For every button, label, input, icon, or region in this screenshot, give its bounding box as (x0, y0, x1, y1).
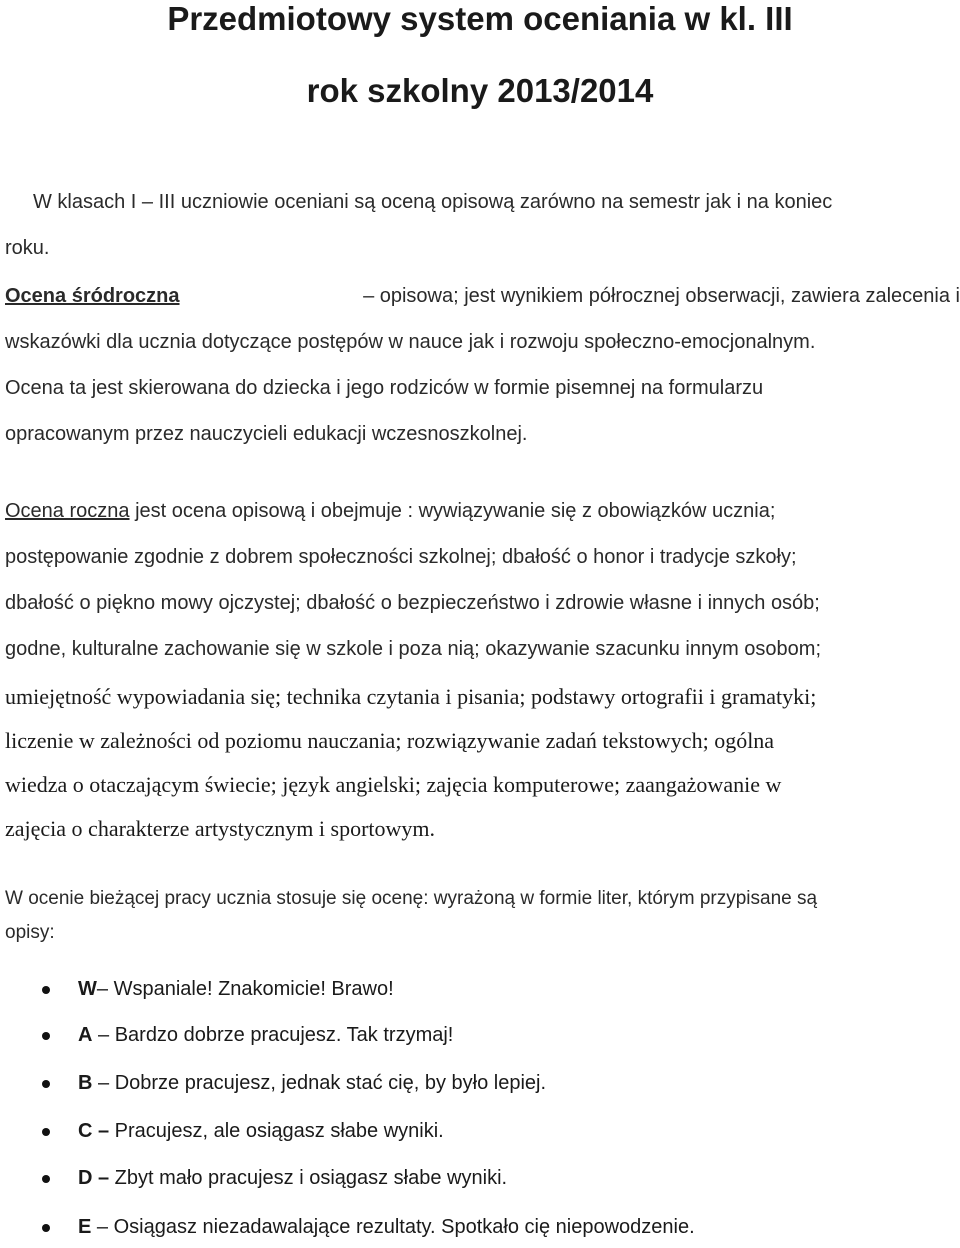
roczna-heading: Ocena roczna (5, 500, 130, 522)
intro-line-1: W klasach I – III uczniowie oceniani są oceną opisową zarówno na semestr jak i na koniec (33, 191, 833, 213)
biezaca-line-1: W ocenie bieżącej pracy ucznia stosuje się ocenę: wyrażoną w formie liter, którym przypisane są (5, 888, 818, 909)
roczna-line-1-rest: jest ocena opisową i obejmuje : wywiązywanie się z obowiązków ucznia; (135, 500, 776, 522)
grade-letter: A (78, 1024, 93, 1046)
srodroczna-heading: Ocena śródroczna (5, 285, 180, 307)
grade-letter: D – (78, 1167, 110, 1189)
grade-letter: B (78, 1072, 93, 1094)
list-item (78, 1120, 444, 1143)
roczna-line-8: zajęcia o charakterze artystycznym i sportowym. (5, 816, 436, 841)
list-item (78, 978, 394, 1001)
grade-description: Zbyt mało pracujesz i osiągasz słabe wyniki. (109, 1167, 508, 1189)
intro-line-2: roku. (5, 237, 50, 259)
page-title: Przedmiotowy system oceniania w kl. III (167, 0, 793, 37)
grade-description: – Wspaniale! Znakomicie! Brawo! (96, 978, 394, 1000)
bullet-icon (42, 1128, 50, 1136)
roczna-line-2: postępowanie zgodnie z dobrem społeczności szkolnej; dbałość o honor i tradycje szkoły; (5, 546, 797, 568)
srodroczna-line-3: Ocena ta jest skierowana do dziecka i jego rodziców w formie pisemnej na formularzu (5, 377, 764, 399)
bullet-icon (42, 1032, 50, 1040)
srodroczna-line-1-rest: – opisowa; jest wynikiem półrocznej obserwacji, zawiera zalecenia i (363, 285, 960, 307)
bullet-icon (42, 986, 50, 994)
bullet-icon (42, 1224, 50, 1232)
roczna-line-5: umiejętność wypowiadania się; technika czytania i pisania; podstawy ortografii i gramatyki; (5, 684, 817, 709)
grade-letter: E (78, 1216, 92, 1238)
page-subtitle: rok szkolny 2013/2014 (306, 72, 654, 109)
list-item (78, 1024, 453, 1047)
biezaca-line-2: opisy: (5, 922, 55, 943)
grade-description: – Bardzo dobrze pracujesz. Tak trzymaj! (92, 1024, 454, 1046)
roczna-line-3: dbałość o piękno mowy ojczystej; dbałość o bezpieczeństwo i zdrowie własne i innych osób; (5, 592, 820, 614)
srodroczna-line-4: opracowanym przez nauczycieli edukacji wczesnoszkolnej. (5, 423, 528, 445)
grade-description: – Dobrze pracujesz, jednak stać cię, by było lepiej. (92, 1072, 547, 1094)
bullet-icon (42, 1080, 50, 1088)
list-item (78, 1167, 507, 1190)
roczna-line-7: wiedza o otaczającym świecie; język angielski; zajęcia komputerowe; zaangażowanie w (5, 772, 782, 797)
roczna-line-1 (5, 500, 775, 523)
srodroczna-line-1 (5, 285, 960, 308)
grade-description: – Osiągasz niezadawalające rezultaty. Spotkało cię niepowodzenie. (91, 1216, 695, 1238)
list-item (78, 1216, 695, 1239)
bullet-icon (42, 1175, 50, 1183)
grade-letter: C – (78, 1120, 110, 1142)
srodroczna-line-2: wskazówki dla ucznia dotyczące postępów w nauce jak i rozwoju społeczno-emocjonalnym. (5, 331, 816, 353)
grade-description: Pracujesz, ale osiągasz słabe wyniki. (109, 1120, 444, 1142)
roczna-line-4: godne, kulturalne zachowanie się w szkole i poza nią; okazywanie szacunku innym osobom; (5, 638, 822, 660)
list-item (78, 1072, 546, 1095)
roczna-line-6: liczenie w zależności od poziomu nauczania; rozwiązywanie zadań tekstowych; ogólna (5, 728, 775, 753)
grade-letter: W (78, 978, 97, 1000)
